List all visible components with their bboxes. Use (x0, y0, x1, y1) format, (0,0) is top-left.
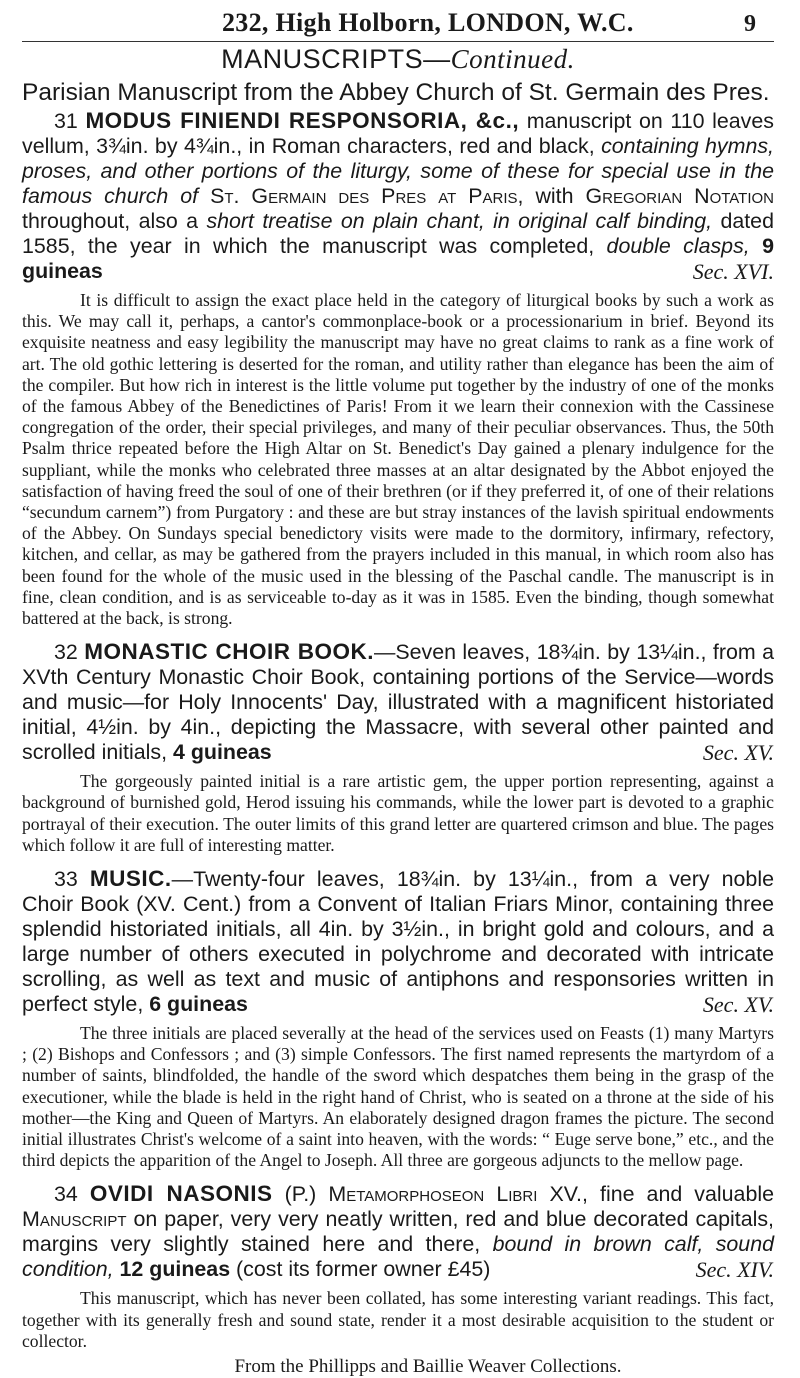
lot-entry (22, 639, 774, 765)
lot-text-smallcaps: Metamorphoseon Libri (328, 1182, 538, 1207)
lot-price: 9 guineas (22, 234, 774, 283)
header-rule (22, 41, 774, 42)
lot-text: —Seven leaves, 18¾in. by 13¼in., from a XVth Century Monastic Choir Book, containing portions of the Service—words and music—for Holy Innocents' Day, illustrated with a magnificent historiated initial, 4½in. by 4in., depicting the Massacre, with several other painted and scrolled initials, (22, 640, 774, 765)
page-header (22, 8, 774, 38)
lot-text-smallcaps: Manuscript (22, 1207, 127, 1232)
section-title-main: MANUSCRIPTS— (221, 44, 451, 74)
lot-century: Sec. XVI. (692, 259, 774, 284)
page-number: 9 (744, 11, 756, 37)
lot-text: dated 1585, the year in which the manuscript was completed, (22, 209, 774, 258)
lot-description: This manuscript, which has never been collated, has some interesting variant readings. This fact, together with its generally fresh and sound state, render it a most desirable acquisition to the student or collector. (22, 1288, 774, 1351)
lot-text-italic: containing hymns, proses, and other portions of the liturgy, some of these for special use in the famous church of (22, 134, 774, 208)
lot-text-smallcaps: St. Germain des Pres at Paris, (198, 184, 524, 208)
lot-title: MODUS FINIENDI RESPONSORIA, &c., (85, 108, 520, 133)
lot-entry (22, 866, 774, 1017)
lot-number: 34 (54, 1182, 78, 1207)
lot-description: The gorgeously painted initial is a rare artistic gem, the upper portion representing, against a background of burnished gold, Herod issuing his commands, while the lower part is devoted to a graphic portrayal of their execution. The outer limits of this grand letter are quartered crimson and blue. The pages which follow it are full of interesting matter. (22, 771, 774, 855)
lot-text: XV., fine and valuable (537, 1182, 774, 1207)
lot-number: 33 (54, 867, 78, 892)
collection-subheading: Parisian Manuscript from the Abbey Church of St. Germain des Pres. (22, 79, 770, 106)
lot-price: 4 guineas (167, 740, 272, 765)
lot-description: It is difficult to assign the exact place held in the category of liturgical books by such a work as this. We may call it, perhaps, a cantor's commonplace-book or a processionarium in brief. Beyond its exquisite neatness and easy legibility the manuscript may have no great claims to rank as a fine work of art. The old gothic lettering is deserted for the roman, and utility rather than elegance has been the aim of the compiler. But how rich in interest is the little volume put together by the industry of one of the monks of the famous Abbey of the Benedictines of Paris! From it we learn their connexion with the Cassinese congregation of the order, their special privileges, and many of their peculiar observances. Thus, the 50th Psalm thrice repeated before the High Altar on St. Benedict's Day gained a plenary indulgence for the suppliant, while the monks who celebrated three masses at an altar designated by the Abbot enjoyed the satisfaction of having freed the soul of one of their brethren (or if they preferred it, of one of their relations “secundum carnem”) from Purgatory : and these are but stray instances of the lavish spiritual endowments of the Abbey. On Sundays special benedictory visits were made to the dormitory, infirmary, refectory, kitchen, and cellar, as may be gathered from the prayers included in this manual, in which room also has been found for the whole of the music used in the blessing of the Paschal candle. The manuscript is in fine, clean condition, and is as serviceable to-day as it was in 1585. Even the binding, though somewhat battered at the back, is strong. (22, 290, 774, 629)
lot-price: 6 guineas (143, 992, 248, 1017)
lot-number: 32 (54, 640, 78, 665)
lot-text: (P.) (272, 1182, 329, 1207)
lot-price: 12 guineas (113, 1257, 231, 1282)
lot-text: manuscript on 110 leaves vellum, 3¾in. by 4¾in., in Roman characters, red and black, (22, 109, 774, 158)
lot-description: The three initials are placed severally at the head of the services used on Feasts (1) many Martyrs ; (2) Bishops and Confessors ; and (3) simple Confessors. The first named represents the martyrdom of a number of saints, blindfolded, the handle of the sword which despatches them being in the grasp of the executioner, while the blade is held in the right hand of Christ, who is seated on a throne at the side of his mother—the King and Queen of Martyrs. An elaborately designed dragon frames the picture. The second initial illustrates Christ's welcome of a saint into heaven, with the words: “ Euge serve bone,” etc., and the third depicts the apparition of the Angel to Joseph. All three are gorgeous adjuncts to the mellow page. (22, 1023, 774, 1171)
page-header-address: 232, High Holborn, LONDON, W.C. (222, 8, 634, 37)
lot-century: Sec. XV. (702, 740, 774, 766)
lot-title: MONASTIC CHOIR BOOK. (84, 639, 374, 665)
provenance-note: From the Phillipps and Baillie Weaver Collections. (234, 1356, 622, 1378)
lot-title: OVIDI NASONIS (89, 1181, 273, 1207)
lot-text: —Twenty-four leaves, 18¾in. by 13¼in., from a very noble Choir Book (XV. Cent.) from a Convent of Italian Friars Minor, containing three splendid historiated initials, all 4in. by 3½in., in bright gold and colours, and a large number of others executed in polychrome and decorated with intricate scrolling, as well as text and music of antiphons and responsories written in perfect style, (22, 867, 774, 1017)
lot-text-italic: bound in brown calf, sound condition, (22, 1232, 774, 1282)
lot-text-smallcaps: Gregorian Notation (585, 184, 775, 208)
lot-text: with (523, 184, 586, 208)
lot-text: on paper, very very neatly written, red and blue decorated capitals, margins very slightly stained here and there, (22, 1207, 774, 1257)
lot-century: Sec. XV. (702, 992, 774, 1018)
section-title (22, 44, 774, 75)
lot-entry (22, 1181, 774, 1282)
lot-text-italic: short treatise on plain chant, in original calf binding, (206, 209, 713, 233)
section-title-continued: Continued. (450, 44, 575, 74)
lot-entry (22, 108, 774, 284)
lot-century: Sec. XIV. (695, 1257, 774, 1283)
lot-text: throughout, also a (22, 209, 207, 233)
lot-number: 31 (54, 109, 78, 133)
lot-text: (cost its former owner £45) (230, 1257, 491, 1282)
lot-text-italic: double clasps, (606, 234, 750, 258)
lot-title: MUSIC. (89, 866, 172, 892)
